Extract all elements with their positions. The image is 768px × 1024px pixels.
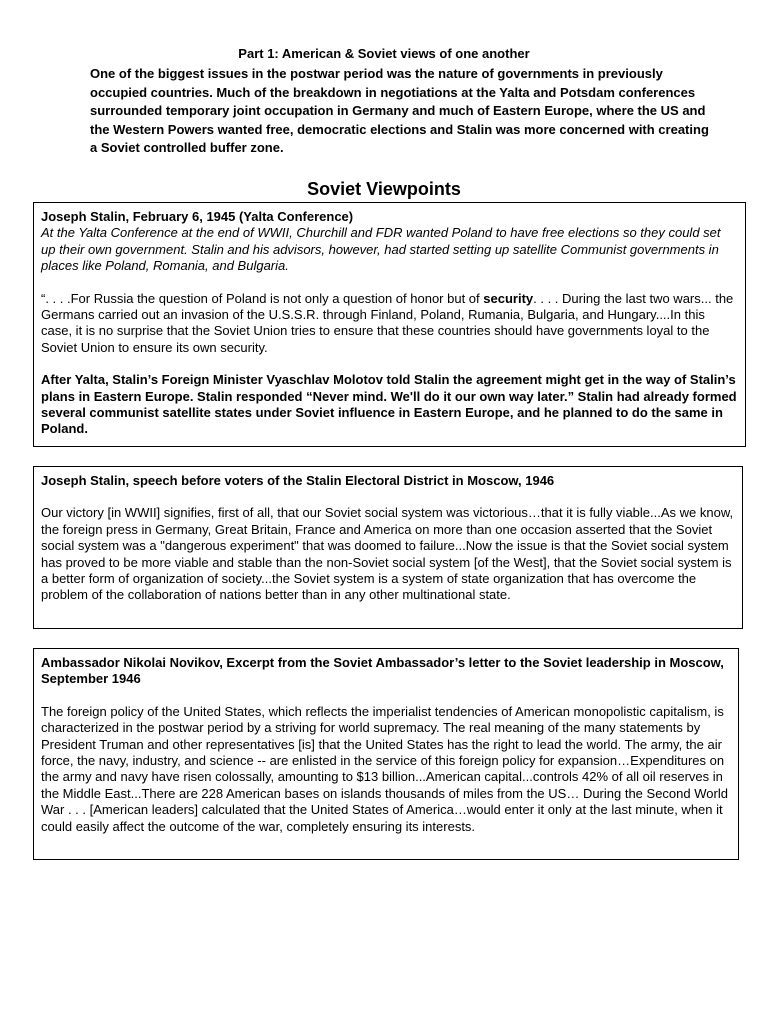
source-note: After Yalta, Stalin’s Foreign Minister Vyaschlav Molotov told Stalin the agreement might get in the way of Stalin’s plans in Eastern Europe. Stalin responded “Never mind. We'll do it our own way later.” Stalin had already formed several communist satellite states under Soviet influence in Eastern Europe, and he planned to do the same in Poland. (41, 372, 737, 437)
source-context: At the Yalta Conference at the end of WWII, Churchill and FDR wanted Poland to have free elections so they could set up their own government. Stalin and his advisors, however, had started setting up satellite Communist governments in places like Poland, Romania, and Bulgaria. (41, 225, 721, 274)
section-heading: Soviet Viewpoints (307, 179, 461, 199)
source-quote (41, 291, 738, 357)
quote-text-start: “. . . .For Russia the question of Poland is not only a question of honor but of (41, 290, 484, 306)
source-title: Joseph Stalin, speech before voters of the Stalin Electoral District in Moscow, 1946 (41, 473, 555, 488)
source-title: Joseph Stalin, February 6, 1945 (Yalta Conference) (41, 209, 354, 224)
source-box-yalta (33, 202, 746, 447)
part-title: Part 1: American & Soviet views of one another (238, 46, 530, 61)
quote-emphasis: security (483, 290, 534, 306)
source-title: Ambassador Nikolai Novikov, Excerpt from the Soviet Ambassador’s letter to the Soviet leadership in Moscow, September 1946 (41, 655, 724, 687)
source-body: Our victory [in WWII] signifies, first of all, that our Soviet social system was victorious…that it is fully viable...As we know, the foreign press in Germany, Great Britain, France and America on more than one occasion asserted that the Soviet social system was a "dangerous experiment" that was doomed to failure...Now the issue is that the Soviet social system has proved to be more viable and stable than the non-Soviet social system [of the West], that the Soviet social system is a better form of organization of society...the Soviet system is a system of state organization that has overcome the problem of the collaboration of nations better than in any other multinational state. (41, 505, 734, 603)
source-box-stalin-speech (33, 466, 743, 629)
quote-text-end: . . . . During the last two wars... the Germans carried out an invasion of the U.S.S.R. through Finland, Poland, Rumania, Bulgaria, and Hungary....In this case, it is no surprise that the Soviet Union tries to ensure that these countries should have governments loyal to the Soviet Union to ensure its own security. (41, 290, 734, 355)
intro-paragraph: One of the biggest issues in the postwar period was the nature of governments in previously occupied countries. Much of the breakdown in negotiations at the Yalta and Potsdam conferences surrounded temporary joint occupation in Germany and much of Eastern Europe, where the US and the Western Powers wanted free, democratic elections and Stalin was more concerned with creating a Soviet controlled buffer zone. (90, 66, 709, 155)
source-box-novikov (33, 648, 739, 860)
source-body: The foreign policy of the United States, which reflects the imperialist tendencies of American monopolistic capitalism, is characterized in the postwar period by a striving for world supremacy. The real meaning of the many statements by President Truman and other representatives [is] that the United States has the right to lead the world. The army, the air force, the navy, industry, and science -- are enlisted in the service of this foreign policy for expansion…Expenditures on the army and navy have risen colossally, amounting to $13 billion...American capital...controls 42% of all oil reserves in the Middle East...There are 228 American bases on islands thousands of miles from the US… During the Second World War . . . [American leaders] calculated that the United States of America…would enter it only at the last minute, when it could easily affect the outcome of the war, completely ensuring its interests. (41, 703, 728, 834)
